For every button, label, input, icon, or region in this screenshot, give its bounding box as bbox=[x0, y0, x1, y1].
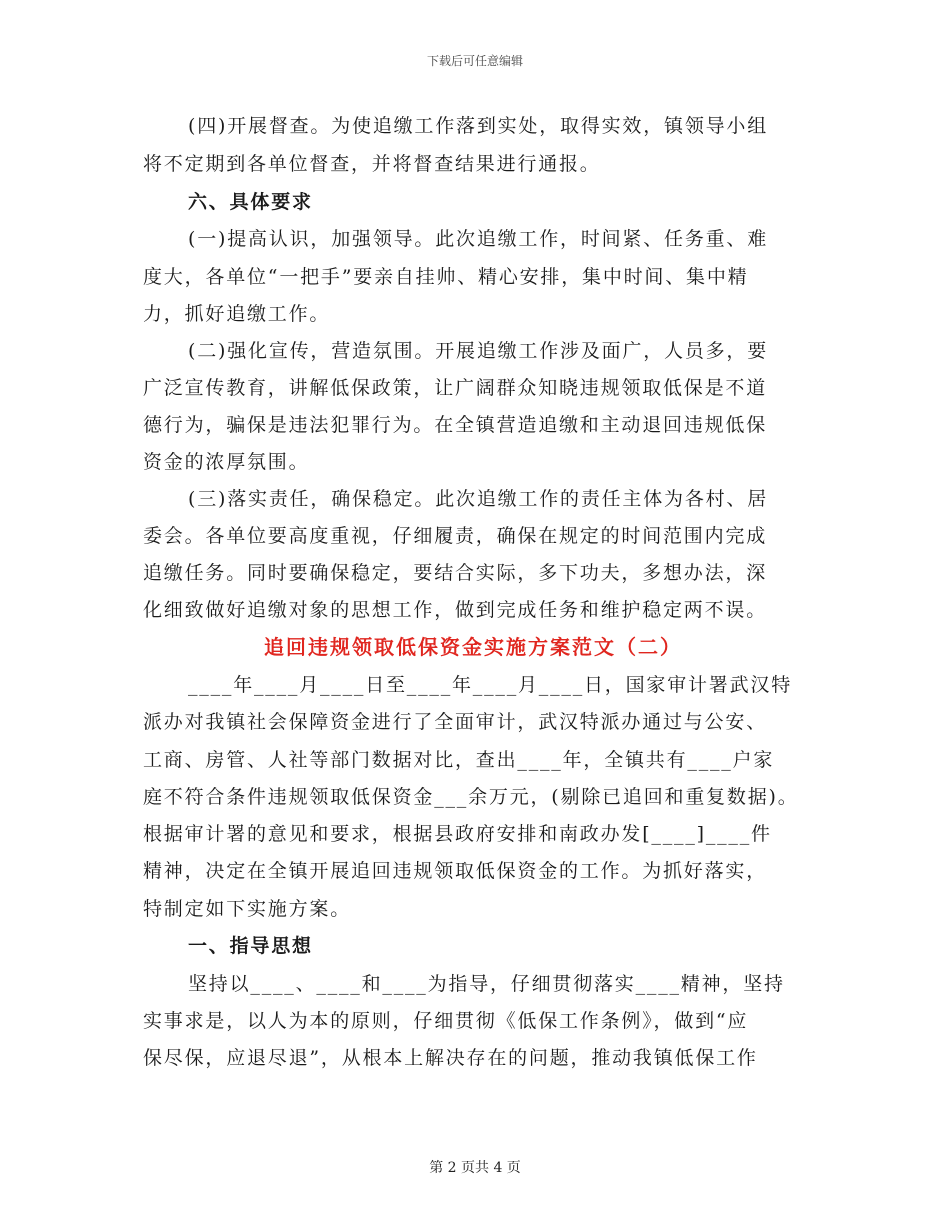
page-number-footer: 第 2 页共 4 页 bbox=[429, 1160, 521, 1176]
paragraph-line: 追缴任务。同时要确保稳定，要结合实际，多下功夫，多想办法，深 bbox=[143, 562, 768, 584]
paragraph-line: 坚持以____、____和____为指导，仔细贯彻落实____精神，坚持 bbox=[188, 973, 785, 995]
paragraph-line: (二)强化宣传，营造氛围。开展追缴工作涉及面广，人员多，要 bbox=[188, 340, 769, 362]
section-heading: 六、具体要求 bbox=[188, 191, 313, 213]
paragraph-line: 力，抓好追缴工作。 bbox=[143, 303, 331, 325]
page-header: 下载后可任意编辑 bbox=[426, 54, 523, 68]
paragraph-line: (一)提高认识，加强领导。此次追缴工作，时间紧、任务重、难 bbox=[188, 228, 769, 250]
section-heading: 一、指导思想 bbox=[188, 935, 313, 957]
paragraph-line: 特制定如下实施方案。 bbox=[143, 898, 352, 920]
paragraph-line: 工商、房管、人社等部门数据对比，查出____年，全镇共有____户家 bbox=[143, 749, 775, 771]
paragraph-line: 德行为，骗保是违法犯罪行为。在全镇营造追缴和主动退回违规低保 bbox=[143, 414, 768, 436]
paragraph-line: (四)开展督查。为使追缴工作落到实处，取得实效，镇领导小组 bbox=[188, 115, 769, 137]
paragraph-line: 根据审计署的意见和要求，根据县政府安排和南政办发[____]____件 bbox=[143, 823, 772, 845]
paragraph-line: 广泛宣传教育，讲解低保政策，让广阔群众知晓违规领取低保是不道 bbox=[143, 377, 768, 399]
paragraph-line: (三)落实责任，确保稳定。此次追缴工作的责任主体为各村、居 bbox=[188, 488, 769, 510]
paragraph-line: 委会。各单位要高度重视，仔细履责，确保在规定的时间范围内完成 bbox=[143, 525, 768, 547]
paragraph-line: 将不定期到各单位督查，并将督查结果进行通报。 bbox=[143, 153, 601, 175]
paragraph-line: 保尽保，应退尽退”，从根本上解决存在的问题，推动我镇低保工作 bbox=[143, 1047, 758, 1069]
paragraph-line: 化细致做好追缴对象的思想工作，做到完成任务和维护稳定两不误。 bbox=[143, 599, 768, 621]
paragraph-line: 精神，决定在全镇开展追回违规领取低保资金的工作。为抓好落实， bbox=[143, 860, 768, 882]
paragraph-line: 实事求是，以人为本的原则，仔细贯彻《低保工作条例》，做到“应 bbox=[143, 1010, 749, 1032]
paragraph-line: 庭不符合条件违规领取低保资金___余万元，(剔除已追回和重复数据)。 bbox=[143, 786, 799, 808]
paragraph-line: 度大，各单位“一把手”要亲自挂帅、精心安排，集中时间、集中精 bbox=[143, 266, 749, 288]
paragraph-line: 资金的浓厚氛围。 bbox=[143, 451, 310, 473]
paragraph-line: 派办对我镇社会保障资金进行了全面审计，武汉特派办通过与公安、 bbox=[143, 711, 768, 733]
document-title: 追回违规领取低保资金实施方案范文（二） bbox=[264, 635, 682, 659]
paragraph-line: ____年____月____日至____年____月____日，国家审计署武汉特 bbox=[188, 674, 793, 696]
